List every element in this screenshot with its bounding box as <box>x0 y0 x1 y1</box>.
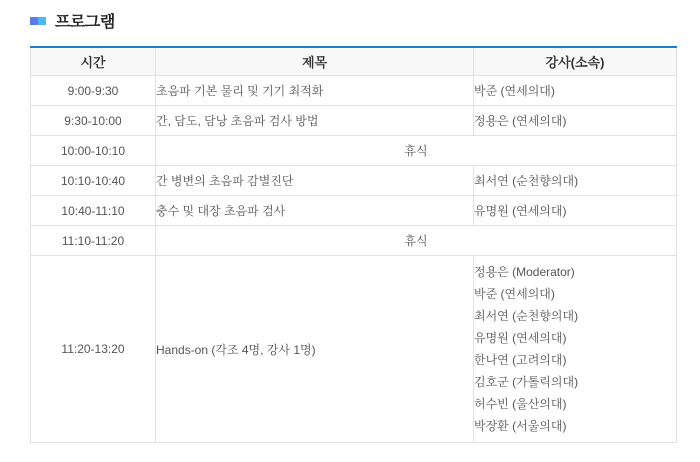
time-cell: 10:10-10:40 <box>31 166 156 196</box>
lecturer-item: 박준 (연세의대) <box>474 287 555 301</box>
lecturer-cell: 박준 (연세의대) <box>474 76 677 106</box>
time-cell: 9:30-10:00 <box>31 106 156 136</box>
title-cell: Hands-on (각조 4명, 강사 1명) <box>156 256 474 443</box>
title-cell: 충수 및 대장 초음파 검사 <box>156 196 474 226</box>
title-cell: 간, 담도, 담낭 초음파 검사 방법 <box>156 106 474 136</box>
break-cell: 휴식 <box>156 226 677 256</box>
lecturer-item: 허수빈 (울산의대) <box>474 397 567 411</box>
lecturer-list-cell <box>474 256 677 443</box>
lecturer-item: 한나연 (고려의대) <box>474 353 567 367</box>
time-cell: 10:00-10:10 <box>31 136 156 166</box>
lecturer-list <box>474 261 676 437</box>
table-row <box>31 196 677 226</box>
lecturer-item: 박장환 (서울의대) <box>474 419 567 433</box>
table-row <box>31 106 677 136</box>
bullet-square-dark <box>30 17 38 25</box>
lecturer-item: 정용은 (Moderator) <box>474 265 575 279</box>
time-cell: 11:20-13:20 <box>31 256 156 443</box>
table-row-break <box>31 136 677 166</box>
title-cell: 간 병변의 초음파 감별진단 <box>156 166 474 196</box>
time-cell: 10:40-11:10 <box>31 196 156 226</box>
lecturer-item: 김호군 (가톨릭의대) <box>474 375 579 389</box>
lecturer-cell: 최서연 (순천향의대) <box>474 166 677 196</box>
table-row <box>31 166 677 196</box>
time-cell: 11:10-11:20 <box>31 226 156 256</box>
bullet-square-light <box>38 17 46 25</box>
title-cell: 초음파 기본 물리 및 기기 최적화 <box>156 76 474 106</box>
lecturer-item: 유명원 (연세의대) <box>474 331 567 345</box>
table-header-row <box>31 47 677 76</box>
lecturer-cell: 유명원 (연세의대) <box>474 196 677 226</box>
program-table <box>30 46 677 443</box>
header-cell-time: 시간 <box>31 47 156 76</box>
header-cell-title: 제목 <box>156 47 474 76</box>
page-title: 프로그램 <box>55 13 115 31</box>
break-cell: 휴식 <box>156 136 677 166</box>
lecturer-item: 최서연 (순천향의대) <box>474 309 579 323</box>
table-row <box>31 76 677 106</box>
time-cell: 9:00-9:30 <box>31 76 156 106</box>
table-row-break <box>31 226 677 256</box>
header-cell-lecturer: 강사(소속) <box>474 47 677 76</box>
table-row-handson <box>31 256 677 443</box>
title-bullet-icon <box>30 17 46 25</box>
lecturer-cell: 정용은 (연세의대) <box>474 106 677 136</box>
section-header <box>30 10 676 30</box>
